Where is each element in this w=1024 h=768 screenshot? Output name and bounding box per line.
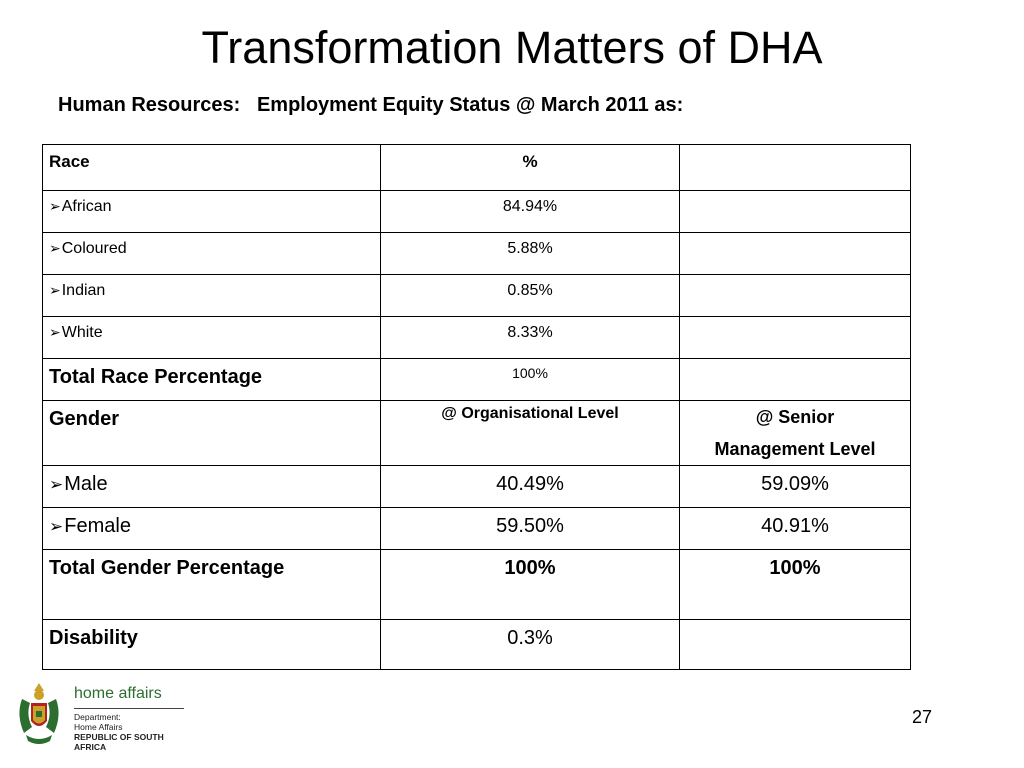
disability-value: 0.3% [381, 620, 680, 670]
senior-header-line1: @ Senior [755, 407, 835, 427]
senior-header-line2: Management Level [714, 439, 876, 459]
empty-cell [680, 275, 911, 317]
gender-label: Male [64, 473, 108, 495]
gender-label-cell [43, 466, 381, 508]
bullet-arrow-icon: ➢ [49, 240, 61, 256]
total-race-value: 100% [381, 359, 680, 401]
gender-header: Gender [43, 401, 381, 466]
senior-level-header [680, 401, 911, 466]
equity-table [42, 144, 911, 670]
race-label-cell [43, 233, 381, 275]
gender-label-cell [43, 508, 381, 550]
race-value: 5.88% [381, 233, 680, 275]
org-level-header: @ Organisational Level [381, 401, 680, 466]
disability-label: Disability [43, 620, 381, 670]
bullet-arrow-icon: ➢ [49, 475, 64, 494]
coat-of-arms-icon [14, 681, 64, 747]
gender-org-value: 59.50% [381, 508, 680, 550]
table-row [43, 275, 911, 317]
race-header: Race [43, 145, 381, 191]
page-number: 27 [912, 707, 933, 727]
race-label: White [61, 324, 103, 341]
table-row [43, 145, 911, 191]
home-affairs-logo [14, 681, 194, 752]
logo-divider [74, 708, 184, 709]
race-label: African [61, 198, 112, 215]
race-label-cell [43, 317, 381, 359]
race-value: 0.85% [381, 275, 680, 317]
empty-cell [680, 317, 911, 359]
table-row [43, 359, 911, 401]
table-row [43, 550, 911, 620]
table-row [43, 233, 911, 275]
slide-subtitle: Human Resources: Employment Equity Status @ March 2011 as: [58, 94, 684, 116]
bullet-arrow-icon: ➢ [49, 198, 61, 214]
logo-line-2: Home Affairs [74, 722, 123, 732]
empty-cell [680, 359, 911, 401]
table-row [43, 401, 911, 466]
table-row [43, 508, 911, 550]
race-label-cell [43, 275, 381, 317]
race-label-cell [43, 191, 381, 233]
gender-org-value: 40.49% [381, 466, 680, 508]
gender-senior-value: 59.09% [680, 466, 911, 508]
slide-title: Transformation Matters of DHA [201, 22, 823, 73]
percent-header: % [381, 145, 680, 191]
table-row [43, 466, 911, 508]
total-gender-org: 100% [381, 550, 680, 620]
bullet-arrow-icon: ➢ [49, 324, 61, 340]
bullet-arrow-icon: ➢ [49, 517, 64, 536]
table-row [43, 620, 911, 670]
logo-brand: home affairs [74, 685, 162, 702]
empty-cell [680, 233, 911, 275]
table-row [43, 317, 911, 359]
empty-cell [680, 145, 911, 191]
gender-senior-value: 40.91% [680, 508, 911, 550]
table-row [43, 191, 911, 233]
empty-cell [680, 620, 911, 670]
empty-cell [680, 191, 911, 233]
race-label: Coloured [61, 240, 127, 257]
logo-line-1: Department: [74, 712, 121, 722]
total-gender-label: Total Gender Percentage [43, 550, 381, 620]
logo-line-3: REPUBLIC OF SOUTH AFRICA [74, 732, 164, 752]
total-race-label: Total Race Percentage [43, 359, 381, 401]
race-value: 84.94% [381, 191, 680, 233]
race-value: 8.33% [381, 317, 680, 359]
bullet-arrow-icon: ➢ [49, 282, 61, 298]
total-gender-senior: 100% [680, 550, 911, 620]
race-label: Indian [61, 282, 106, 299]
gender-label: Female [64, 515, 131, 537]
